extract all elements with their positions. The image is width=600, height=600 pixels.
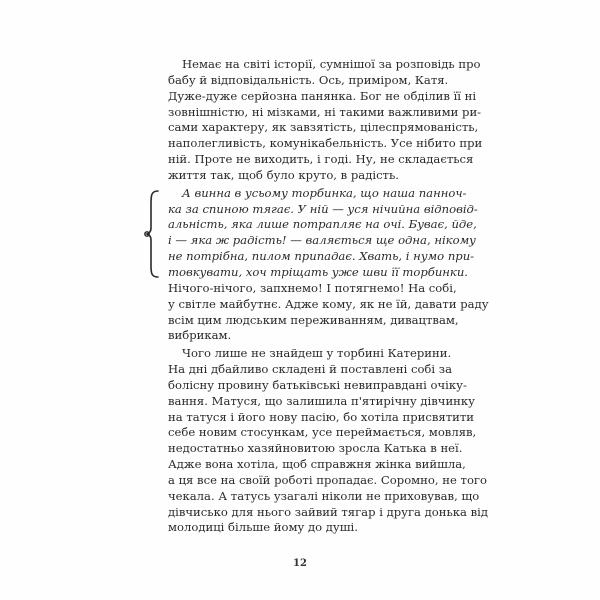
text-line: дівчисько для нього зайвий тягар і друга донька від: [168, 504, 489, 519]
text-line: а ця все на своїй роботі пропадає. Соромно, не того: [168, 472, 487, 487]
text-line: На дні дбайливо складені й поставлені собі за: [168, 362, 453, 377]
paragraph-3: [168, 280, 489, 344]
text-line: всім цим людським переживанням, дивацтвам,: [168, 312, 459, 327]
text-line: А винна в усьому торбинка, що наша панноч-: [182, 185, 467, 200]
page-number: 12: [293, 558, 307, 569]
text-line: на татуся і його нову пасію, бо хотіла присвятити: [168, 409, 475, 424]
text-line: Адже вона хотіла, щоб справжня жінка вийшла,: [168, 457, 466, 472]
text-line: Нічого-нічого, запхнемо! І потягнемо! На собі,: [168, 280, 457, 295]
text-line: наполегливість, комунікабельність. Усе нібито при: [168, 136, 483, 151]
paragraph-4: [168, 346, 489, 536]
text-line: вання. Матуся, що залишила п'ятирічну дівчинку: [168, 393, 475, 408]
text-line: життя так, щоб було круто, в радість.: [168, 167, 399, 182]
text-line: ній. Проте не виходить, і годі. Ну, не складається: [168, 152, 474, 167]
paragraph-2-italic: [168, 185, 478, 281]
text-line: болісну провину батьківські невиправдані очіку-: [168, 377, 467, 392]
text-line: альність, яка лише потрапляє на очі. Буває, йде,: [168, 217, 477, 232]
curly-brace-icon: [140, 188, 162, 280]
text-line: товкувати, хоч тріщать уже шви її торбинки.: [168, 264, 468, 279]
text-line: недостатньо хазяйновитою зросла Катька в неї.: [168, 441, 463, 456]
text-line: молодиці більше йому до душі.: [168, 520, 358, 535]
text-line: у світле майбутнє. Адже кому, як не їй, давати раду: [168, 296, 489, 311]
text-column: [168, 57, 489, 536]
text-line: і — яка ж радість! — валяється ще одна, нікому: [168, 233, 476, 248]
text-line: вибрикам.: [168, 328, 232, 343]
text-line: не потрібна, пилом припадає. Хвать, і нумо при-: [168, 249, 475, 264]
text-line: Немає на світі історії, сумнішої за розповідь про: [182, 57, 481, 71]
text-line: бабу й відповідальність. Ось, приміром, Катя.: [168, 72, 449, 87]
text-line: сами характеру, як завзятість, цілеспрямованість,: [168, 120, 479, 135]
text-line: себе новим стосункам, усе переймається, мовляв,: [168, 425, 477, 440]
text-line: ка за спиною тягає. У ній — уся нічийна відповід-: [168, 201, 478, 216]
text-line: зовнішністю, ні мізками, ні такими важливими ри-: [168, 104, 482, 119]
text-line: Дуже-дуже серйозна панянка. Бог не обділив її ні: [168, 88, 477, 103]
text-line: Чого лише не знайдеш у торбині Катерини.: [182, 346, 452, 361]
paragraph-1: [168, 57, 483, 184]
text-line: чекала. А татусь узагалі ніколи не приховував, що: [168, 488, 480, 503]
